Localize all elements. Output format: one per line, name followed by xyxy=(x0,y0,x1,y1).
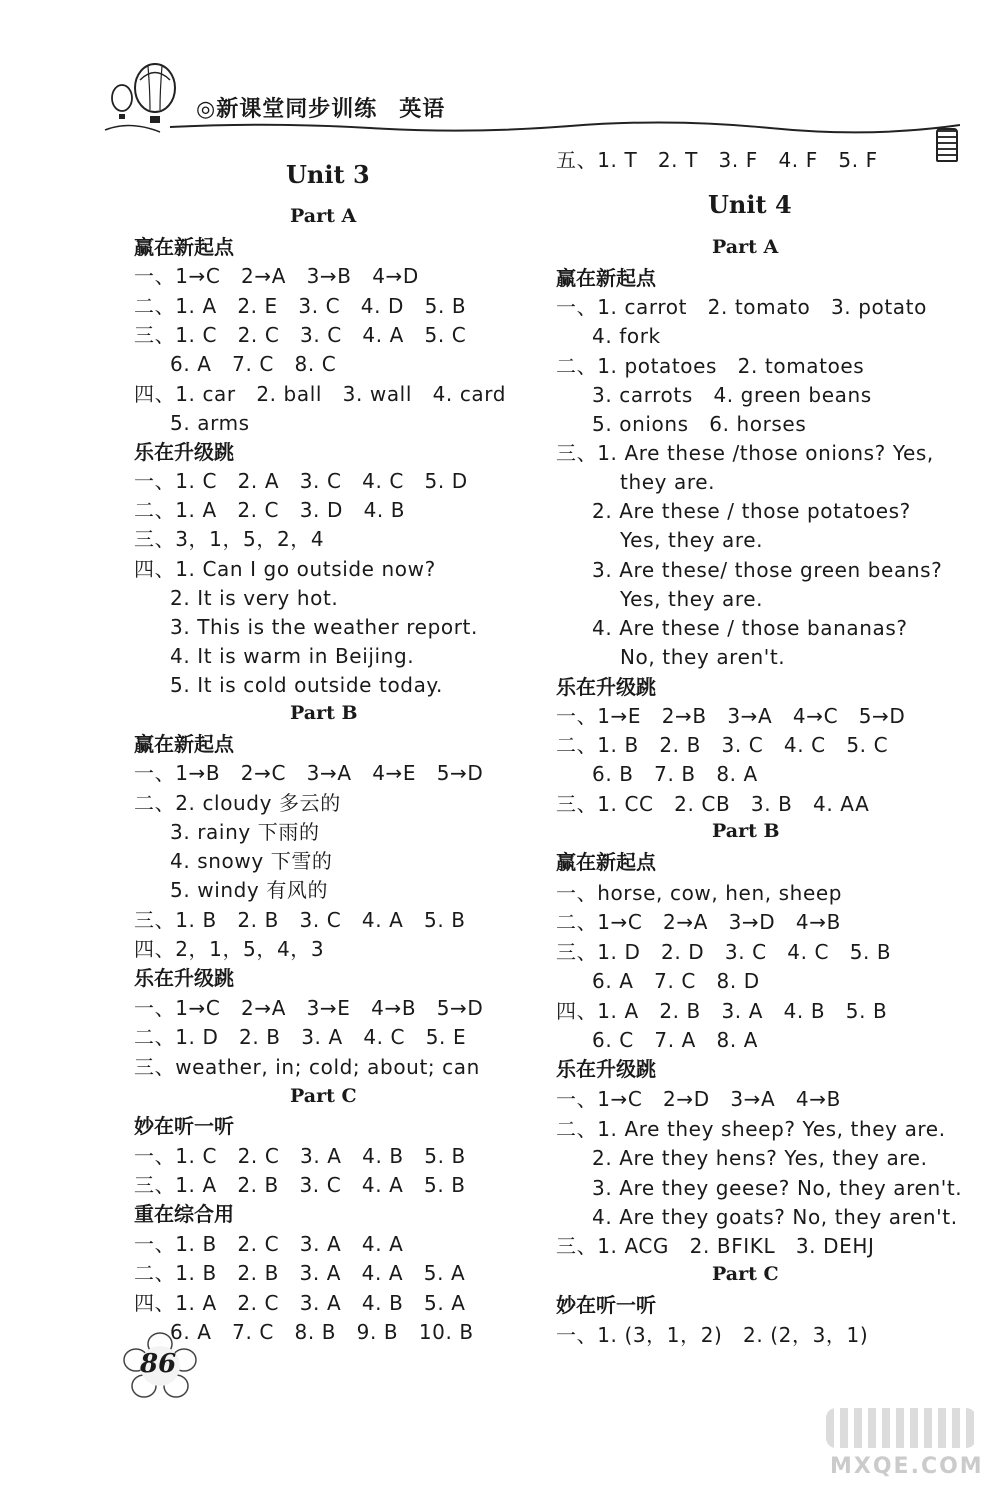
answer-line: 一、1. carrot 2. tomato 3. potato xyxy=(556,295,927,319)
answer-line: 3. Are these/ those green beans? xyxy=(592,558,943,582)
answer-line: 二、1. potatoes 2. tomatoes xyxy=(556,354,865,378)
answer-line: 二、2. cloudy 多云的 xyxy=(134,791,341,815)
answer-line: 二、1→C 2→A 3→D 4→B xyxy=(556,910,841,934)
answer-line: 5. It is cold outside today. xyxy=(170,673,443,697)
answer-line: 三、1. C 2. C 3. C 4. A 5. C xyxy=(134,323,467,347)
unit-title: Unit 3 xyxy=(286,160,370,189)
answer-line: 4. It is warm in Beijing. xyxy=(170,644,415,668)
answer-line: 二、1. A 2. E 3. C 4. D 5. B xyxy=(134,294,467,318)
answer-line: 一、1→C 2→A 3→E 4→B 5→D xyxy=(134,996,484,1020)
answer-line: 一、1→C 2→D 3→A 4→B xyxy=(556,1087,841,1111)
subject-label: 英语 xyxy=(399,97,446,122)
answer-line: 四、2，1，5，4，3 xyxy=(134,937,325,961)
answer-line: 三、weather, in; cold; about; can xyxy=(134,1055,480,1079)
answer-line: 3. rainy 下雨的 xyxy=(170,820,320,844)
answer-line: 三、1. A 2. B 3. C 4. A 5. B xyxy=(134,1173,466,1197)
section-heading: 赢在新起点 xyxy=(556,266,656,290)
book-title xyxy=(196,92,445,123)
section-heading: 赢在新起点 xyxy=(134,732,234,756)
answer-line: 二、1. B 2. B 3. A 4. A 5. A xyxy=(134,1261,466,1285)
watermark-text: MXQE.COM xyxy=(830,1454,984,1479)
watermark xyxy=(826,1408,984,1480)
answer-line: 一、1. C 2. A 3. C 4. C 5. D xyxy=(134,469,468,493)
page-header xyxy=(0,0,1000,160)
answer-line: No, they aren't. xyxy=(620,645,786,669)
header-divider xyxy=(170,120,960,134)
answer-line: 二、1. D 2. B 3. A 4. C 5. E xyxy=(134,1025,467,1049)
watermark-logo-icon xyxy=(826,1408,976,1448)
answer-line: 2. It is very hot. xyxy=(170,586,339,610)
answer-line: 三、1. D 2. D 3. C 4. C 5. B xyxy=(556,940,892,964)
answer-line: 四、1. Can I go outside now? xyxy=(134,557,436,581)
answer-line: 6. B 7. B 8. A xyxy=(592,762,758,786)
answer-line: 三、3，1，5，2，4 xyxy=(134,527,325,551)
answer-line: Yes, they are. xyxy=(620,528,764,552)
unit-title: Unit 4 xyxy=(708,190,792,219)
section-heading: 乐在升级跳 xyxy=(556,675,656,699)
section-heading: 乐在升级跳 xyxy=(134,440,234,464)
answer-line: 三、1. ACG 2. BFIKL 3. DEHJ xyxy=(556,1234,875,1258)
answer-line: 一、1→E 2→B 3→A 4→C 5→D xyxy=(556,704,906,728)
answer-line: 四、1. A 2. B 3. A 4. B 5. B xyxy=(556,999,888,1023)
answer-line: 五、1. T 2. T 3. F 4. F 5. F xyxy=(556,148,878,172)
answer-line: 一、1. C 2. C 3. A 4. B 5. B xyxy=(134,1144,466,1168)
answer-line: 3. carrots 4. green beans xyxy=(592,383,872,407)
answer-line: 2. Are they hens? Yes, they are. xyxy=(592,1146,928,1170)
answer-line: 5. onions 6. horses xyxy=(592,412,807,436)
part-title: Part B xyxy=(290,702,358,724)
section-heading: 乐在升级跳 xyxy=(134,966,234,990)
series-title: ◎新课堂同步训练 xyxy=(196,97,378,122)
page-number: 86 xyxy=(140,1349,177,1379)
answer-line: 四、1. A 2. C 3. A 4. B 5. A xyxy=(134,1291,466,1315)
section-heading: 赢在新起点 xyxy=(556,850,656,874)
part-title: Part B xyxy=(712,820,780,842)
section-heading: 乐在升级跳 xyxy=(556,1057,656,1081)
part-title: Part A xyxy=(712,236,779,258)
answer-line: 6. A 7. C 8. D xyxy=(592,969,760,993)
answer-line: 一、1→C 2→A 3→B 4→D xyxy=(134,264,419,288)
answer-line: 6. A 7. C 8. C xyxy=(170,352,337,376)
answer-line: 二、1. B 2. B 3. C 4. C 5. C xyxy=(556,733,889,757)
answer-line: 4. snowy 下雪的 xyxy=(170,849,333,873)
part-title: Part C xyxy=(290,1085,357,1107)
answer-line: 4. Are they goats? No, they aren't. xyxy=(592,1205,958,1229)
answer-line: 3. This is the weather report. xyxy=(170,615,478,639)
answer-line: Yes, they are. xyxy=(620,587,764,611)
answer-line: 6. C 7. A 8. A xyxy=(592,1028,759,1052)
answer-line: 一、1→B 2→C 3→A 4→E 5→D xyxy=(134,761,484,785)
corner-tab-icon xyxy=(936,128,958,162)
section-heading: 重在综合用 xyxy=(134,1202,234,1226)
answer-line: 二、1. Are they sheep? Yes, they are. xyxy=(556,1117,946,1141)
answer-line: 一、1. (3，1，2) 2. (2，3，1) xyxy=(556,1323,869,1347)
answer-line: 一、1. B 2. C 3. A 4. A xyxy=(134,1232,404,1256)
answer-line: 三、1. Are these /those onions? Yes, xyxy=(556,441,934,465)
answer-line: they are. xyxy=(620,470,716,494)
answer-line: 5. arms xyxy=(170,411,250,435)
part-title: Part A xyxy=(290,205,357,227)
answer-line: 二、1. A 2. C 3. D 4. B xyxy=(134,498,406,522)
answer-line: 4. fork xyxy=(592,324,661,348)
answer-line: 4. Are these / those bananas? xyxy=(592,616,908,640)
answer-line: 三、1. B 2. B 3. C 4. A 5. B xyxy=(134,908,466,932)
section-heading: 妙在听一听 xyxy=(134,1114,234,1138)
part-title: Part C xyxy=(712,1263,779,1285)
section-heading: 妙在听一听 xyxy=(556,1293,656,1317)
answer-line: 3. Are they geese? No, they aren't. xyxy=(592,1176,963,1200)
answer-line: 6. A 7. C 8. B 9. B 10. B xyxy=(170,1320,474,1344)
answer-line: 一、horse, cow, hen, sheep xyxy=(556,881,843,905)
answer-line: 四、1. car 2. ball 3. wall 4. card xyxy=(134,382,507,406)
answer-line: 2. Are these / those potatoes? xyxy=(592,499,911,523)
answer-line: 三、1. CC 2. CB 3. B 4. AA xyxy=(556,792,870,816)
section-heading: 赢在新起点 xyxy=(134,235,234,259)
answer-line: 5. windy 有风的 xyxy=(170,878,329,902)
